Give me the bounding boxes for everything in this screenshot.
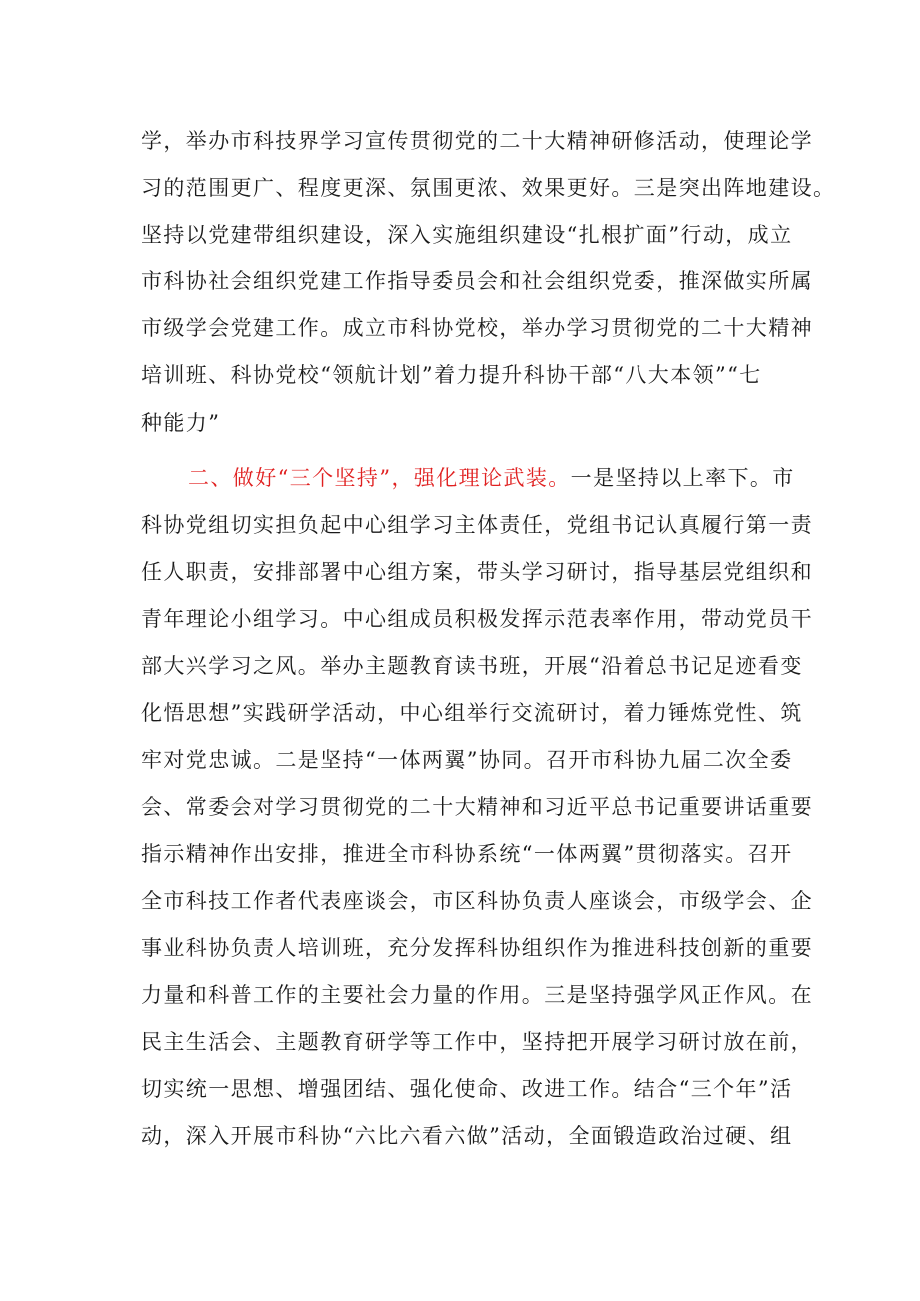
text-line: 种能力”	[141, 411, 221, 435]
text-line: 民主生活会、主题教育研学等工作中，坚持把开展学习研讨放在前，	[141, 1030, 813, 1054]
text-line: 科协党组切实担负起中心组学习主体责任，党组书记认真履行第一责	[141, 513, 813, 537]
text-line: 切实统一思想、增强团结、强化使命、改进工作。结合“三个年”活	[141, 1077, 793, 1101]
text-line: 化悟思想”实践研学活动，中心组举行交流研讨，着力锤炼党性、筑	[141, 701, 803, 725]
text-line: 市级学会党建工作。成立市科协党校，举办学习贯彻党的二十大精神	[141, 316, 813, 340]
text-line: 习的范围更广、程度更深、氛围更浓、效果更好。三是突出阵地建设。	[141, 176, 836, 200]
text-line: 动，深入开展市科协“六比六看六做”活动，全面锻造政治过硬、组	[141, 1124, 793, 1148]
text-line: 部大兴学习之风。举办主题教育读书班，开展“沿着总书记足迹看变	[141, 654, 803, 678]
text-line: 任人职责，安排部署中心组方案，带头学习研讨，指导基层党组织和	[141, 560, 813, 584]
text-line: 培训班、科协党校“领航计划”着力提升科协干部“八大本领”“七	[141, 363, 762, 387]
section-heading: 二、做好“三个坚持”，强化理论武装。	[188, 466, 571, 490]
text-line: 力量和科普工作的主要社会力量的作用。三是坚持强学风正作风。在	[141, 983, 813, 1007]
text-line: 事业科协负责人培训班，充分发挥科协组织作为推进科技创新的重要	[141, 936, 813, 960]
text-line: 市科协社会组织党建工作指导委员会和社会组织党委，推深做实所属	[141, 269, 813, 293]
text-line: 指示精神作出安排，推进全市科协系统“一体两翼”贯彻落实。召开	[141, 842, 793, 866]
text-line: 会、常委会对学习贯彻党的二十大精神和习近平总书记重要讲话重要	[141, 795, 813, 819]
text-line: 学，举办市科技界学习宣传贯彻党的二十大精神研修活动，使理论学	[141, 129, 813, 153]
section-heading-rest: 一是坚持以上率下。市	[570, 466, 795, 490]
section-heading-line	[188, 465, 795, 491]
text-line: 牢对党忠诚。二是坚持“一体两翼”协同。召开市科协九届二次全委	[141, 748, 793, 772]
text-line: 坚持以党建带组织建设，深入实施组织建设“扎根扩面”行动，成立	[141, 223, 793, 247]
text-line: 全市科技工作者代表座谈会，市区科协负责人座谈会，市级学会、企	[141, 889, 813, 913]
text-line: 青年理论小组学习。中心组成员积极发挥示范表率作用，带动党员干	[141, 607, 813, 631]
